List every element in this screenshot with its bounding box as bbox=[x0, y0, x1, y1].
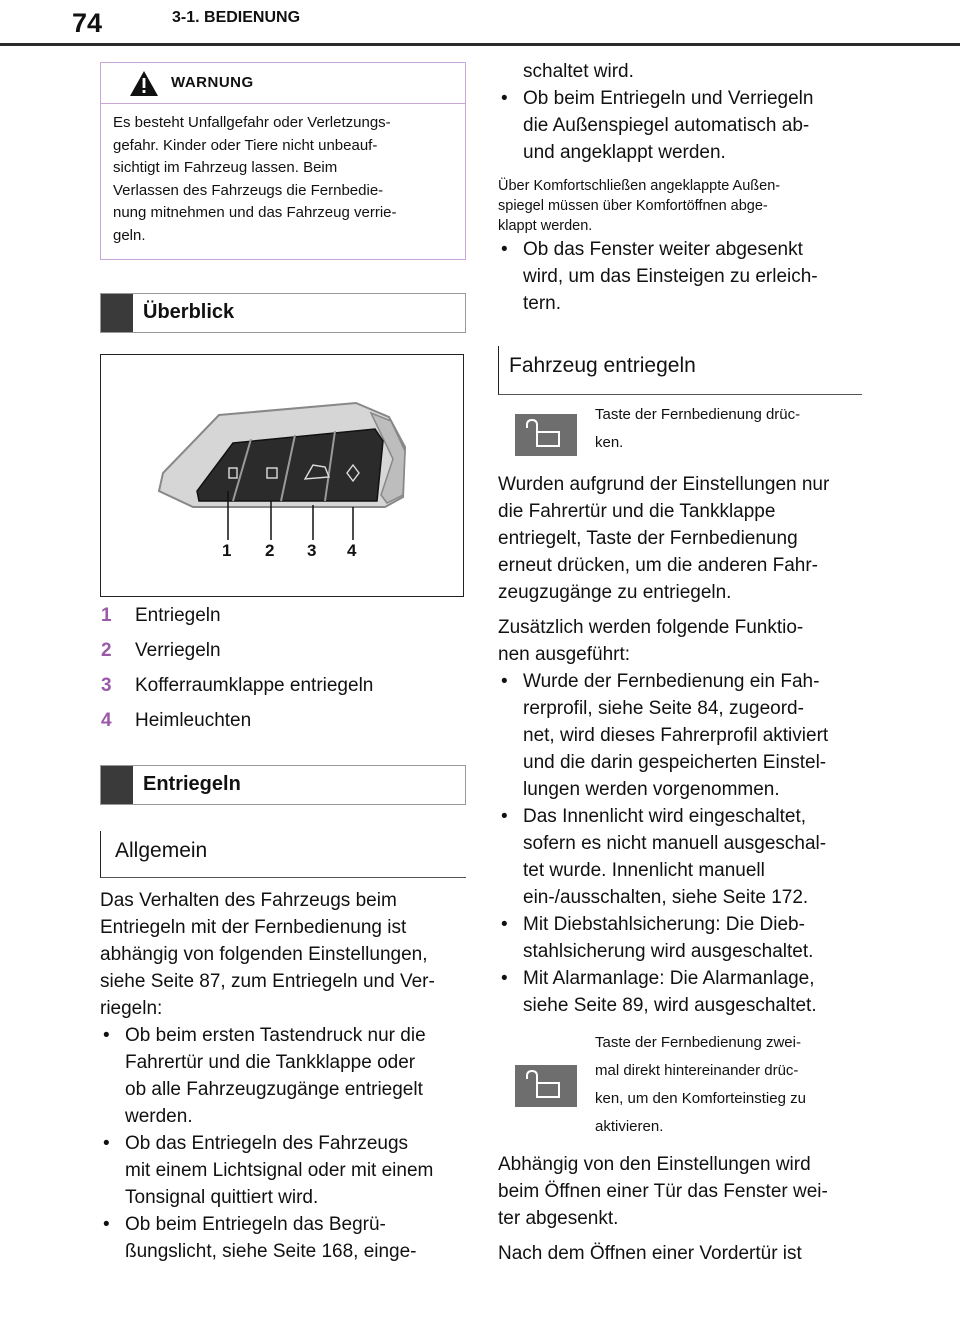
subsection-heading-general bbox=[100, 831, 466, 878]
page-number: 74 bbox=[72, 8, 103, 38]
section-bar bbox=[101, 766, 133, 804]
paragraph: Zusätzlich werden folgende Funktio- nen ausgeführt: bbox=[498, 617, 804, 665]
figure-label: 1 bbox=[222, 541, 232, 560]
warning-header bbox=[101, 63, 465, 104]
legend-text: Entriegeln bbox=[135, 605, 221, 626]
warning-line: sichtigt im Fahrzeug lassen. Beim bbox=[113, 159, 338, 176]
legend-number: 3 bbox=[101, 675, 112, 696]
unlock-button-row bbox=[498, 405, 862, 467]
chapter-title: 3-1. BEDIENUNG bbox=[172, 9, 301, 26]
list-item-continued: schaltet wird. bbox=[523, 61, 634, 82]
paragraph: Wurden aufgrund der Einstellungen nur die Fahrertür und die Tankklappe entriegelt, Taste der Fernbedienung erneut drücken, um die anderen Fahr- zeugzugänge zu entriegeln. bbox=[498, 474, 830, 603]
warning-line: geln. bbox=[113, 226, 146, 244]
figure-label: 3 bbox=[307, 541, 317, 560]
legend-text: Verriegeln bbox=[135, 640, 221, 661]
figure-label: 4 bbox=[347, 541, 357, 560]
section-heading-unlock bbox=[100, 765, 466, 805]
settings-list bbox=[100, 1022, 466, 1265]
section-bar bbox=[101, 294, 133, 332]
warning-line: gefahr. Kinder oder Tiere nicht unbeauf- bbox=[113, 136, 378, 154]
legend-item bbox=[100, 640, 466, 675]
unlock-button-icon bbox=[515, 1065, 577, 1107]
warning-box bbox=[100, 62, 466, 260]
legend-number: 1 bbox=[101, 605, 112, 626]
subsection-title: Fahrzeug entriegeln bbox=[509, 354, 696, 377]
settings-list-b bbox=[498, 236, 862, 317]
key-fob-illustration bbox=[101, 355, 462, 595]
unlock-button-icon bbox=[515, 414, 577, 456]
comfort-entry-button-row bbox=[498, 1029, 862, 1145]
key-fob-figure bbox=[100, 354, 464, 597]
function-list bbox=[498, 668, 862, 1019]
figure-label: 2 bbox=[265, 541, 275, 560]
subsection-heading-vehicle-unlock bbox=[498, 346, 862, 395]
warning-line: Es besteht Unfallgefahr oder Verletzungs- bbox=[113, 114, 391, 131]
list-item: • Ob das Fenster weiter abgesenkt wird, um das Einsteigen zu erleich- tern. bbox=[498, 236, 862, 317]
right-column bbox=[498, 58, 862, 1267]
list-item: • Mit Alarmanlage: Die Alarmanlage, siehe Seite 89, wird ausgeschaltet. bbox=[498, 965, 862, 1019]
legend-item bbox=[100, 605, 466, 640]
legend-item bbox=[100, 675, 466, 710]
section-heading-overview bbox=[100, 293, 466, 333]
left-column bbox=[100, 62, 466, 1265]
list-item: • Ob beim Entriegeln das Begrü- ßungslicht, siehe Seite 168, einge- bbox=[100, 1211, 466, 1265]
mirror-note: Über Komfortschließen angeklappte Außen- spiegel müssen über Komfortöffnen abge- klappt werden. bbox=[498, 178, 781, 234]
warning-title: WARNUNG bbox=[171, 74, 254, 91]
legend-number: 4 bbox=[101, 710, 112, 731]
legend-number: 2 bbox=[101, 640, 112, 661]
warning-line: nung mitnehmen und das Fahrzeug verrie- bbox=[113, 204, 397, 221]
legend-text: Heimleuchten bbox=[135, 710, 252, 731]
header-rule bbox=[0, 43, 960, 46]
section-title: Überblick bbox=[143, 301, 235, 323]
legend-text: Kofferraumklappe entriegeln bbox=[135, 675, 374, 696]
list-item: • Ob beim Entriegeln und Verriegeln die Außenspiegel automatisch ab- und angeklappt werden. bbox=[498, 85, 862, 166]
intro-paragraph: Das Verhalten des Fahrzeugs beim Entriegeln mit der Fernbedienung ist abhängig von folgenden Einstellungen, siehe Seite 87, zum Entriegeln und Ver- riegeln: bbox=[100, 890, 435, 1019]
legend-item bbox=[100, 710, 466, 745]
unlock-button-text: Taste der Fernbedienung drüc- ken. bbox=[595, 406, 801, 451]
subsection-title: Allgemein bbox=[115, 839, 208, 862]
legend-list bbox=[100, 605, 466, 745]
paragraph: Nach dem Öffnen einer Vordertür ist bbox=[498, 1243, 802, 1264]
list-item: • Wurde der Fernbedienung ein Fah- rerprofil, siehe Seite 84, zugeord- net, wird dieses Fahrerprofil aktiviert und die darin gespeicherten Einstel- lungen werden vorgenommen. bbox=[498, 668, 862, 803]
list-item: • Ob das Entriegeln des Fahrzeugs mit einem Lichtsignal oder mit einem Tonsignal quittiert wird. bbox=[100, 1130, 466, 1211]
list-item: • Das Innenlicht wird eingeschaltet, sofern es nicht manuell ausgeschal- tet wurde. Innenlicht manuell ein-/ausschalten, siehe Seite 172. bbox=[498, 803, 862, 911]
page-header bbox=[0, 0, 960, 44]
comfort-entry-text: Taste der Fernbedienung zwei- mal direkt hintereinander drüc- ken, um den Komforteinstieg zu aktivieren. bbox=[595, 1034, 806, 1135]
warning-triangle-icon bbox=[129, 70, 159, 97]
warning-text bbox=[101, 104, 465, 259]
list-item: • Mit Diebstahlsicherung: Die Dieb- stahlsicherung wird ausgeschaltet. bbox=[498, 911, 862, 965]
paragraph: Abhängig von den Einstellungen wird beim Öffnen einer Tür das Fenster wei- ter abgesenkt. bbox=[498, 1154, 828, 1229]
section-title: Entriegeln bbox=[143, 773, 241, 795]
settings-list-continued bbox=[498, 58, 862, 166]
warning-line: Verlassen des Fahrzeugs die Fernbedie- bbox=[113, 181, 384, 199]
list-item: • Ob beim ersten Tastendruck nur die Fahrertür und die Tankklappe oder ob alle Fahrzeugzugänge entriegelt werden. bbox=[100, 1022, 466, 1130]
